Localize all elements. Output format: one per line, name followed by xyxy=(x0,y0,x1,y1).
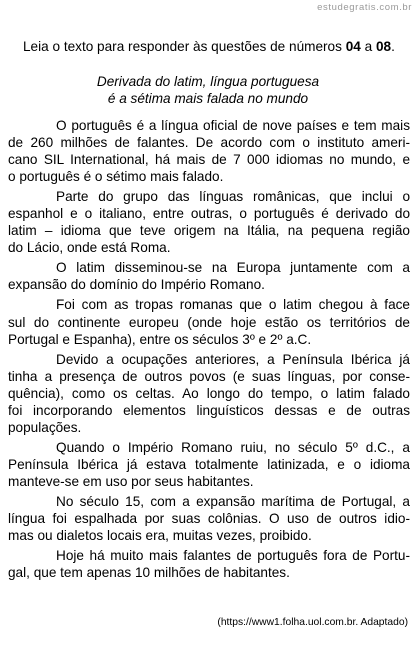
article-source: (https://www1.folha.uol.com.br. Adaptado) xyxy=(217,617,408,628)
article-paragraph xyxy=(8,296,410,347)
instruction-text xyxy=(23,38,411,55)
paragraph-line: No século 15, com a expansão marítima de Portugal, a xyxy=(56,493,410,509)
instruction-middle: a xyxy=(360,39,376,54)
paragraph-line: espanhol e o italiano, entre outras, o português é derivado do xyxy=(8,206,410,222)
article-paragraph xyxy=(8,117,410,185)
paragraph-line: língua foi espalhada por suas colônias. O uso de outros idio- xyxy=(8,511,410,527)
article-paragraph xyxy=(8,547,410,581)
paragraph-line: latim – idioma que teve origem na Itália, na pequena região xyxy=(8,223,410,239)
article-title-line-1: Derivada do latim, língua portuguesa xyxy=(96,74,320,89)
paragraph-line: foi incorporando elementos linguísticos dessas e de outras xyxy=(8,402,410,418)
paragraph-line: o português é o sétimo mais falado. xyxy=(8,169,224,185)
paragraph-line: expansão do domínio do Império Romano. xyxy=(8,277,265,293)
article-paragraph xyxy=(8,439,410,490)
paragraph-line: Portugal e Espanha), entre os séculos 3º e 2º a.C. xyxy=(8,331,312,347)
paragraph-line: mas ou dialetos locais era, muitas vezes, proibido. xyxy=(8,528,312,544)
article-title xyxy=(8,73,408,107)
paragraph-line: Quando o Império Romano ruiu, no século 5º d.C., a xyxy=(56,439,410,455)
instruction-prefix: Leia o texto para responder às questões de números xyxy=(23,39,346,54)
paragraph-line: tinha a presença de outros povos (e suas línguas, por conse- xyxy=(8,368,410,384)
site-watermark: estudegratis.com.br xyxy=(317,2,412,13)
paragraph-line: cano SIL International, há mais de 7 000 idiomas no mundo, e xyxy=(8,152,410,168)
question-end-number: 08 xyxy=(375,39,392,54)
paragraph-line: gal, que tem apenas 10 milhões de habitantes. xyxy=(8,565,290,581)
paragraph-line: Hoje há muito mais falantes de português fora de Portu- xyxy=(56,548,410,564)
paragraph-line: O latim disseminou-se na Europa juntamente com a xyxy=(56,260,410,276)
article-paragraph xyxy=(8,493,410,544)
instruction-suffix: . xyxy=(391,39,395,54)
paragraph-line: Foi com as tropas romanas que o latim chegou à face xyxy=(56,297,410,313)
paragraph-line: de 260 milhões de falantes. De acordo com o instituto ameri- xyxy=(8,135,410,151)
article-paragraph xyxy=(8,188,410,256)
paragraph-line: quência), como os celtas. Ao longo do tempo, o latim falado xyxy=(8,385,410,401)
question-start-number: 04 xyxy=(345,39,361,54)
article-paragraph xyxy=(8,351,410,436)
paragraph-line: populações. xyxy=(8,419,82,435)
paragraph-line: Devido a ocupações anteriores, a Península Ibérica já xyxy=(56,351,410,367)
article-paragraph xyxy=(8,259,410,293)
paragraph-line: Península Ibérica já estava totalmente latinizada, e o idioma xyxy=(8,456,410,472)
article-body xyxy=(8,117,410,584)
paragraph-line: do Lácio, onde está Roma. xyxy=(8,240,171,256)
paragraph-line: O português é a língua oficial de nove países e tem mais xyxy=(56,118,410,133)
article-title-line-2: é a sétima mais falada no mundo xyxy=(107,91,309,106)
paragraph-line: sul do continente europeu (onde hoje estão os territórios de xyxy=(8,314,410,330)
paragraph-line: manteve-se em uso por seus habitantes. xyxy=(8,473,254,489)
paragraph-line: Parte do grupo das línguas românicas, que inclui o xyxy=(56,189,410,205)
